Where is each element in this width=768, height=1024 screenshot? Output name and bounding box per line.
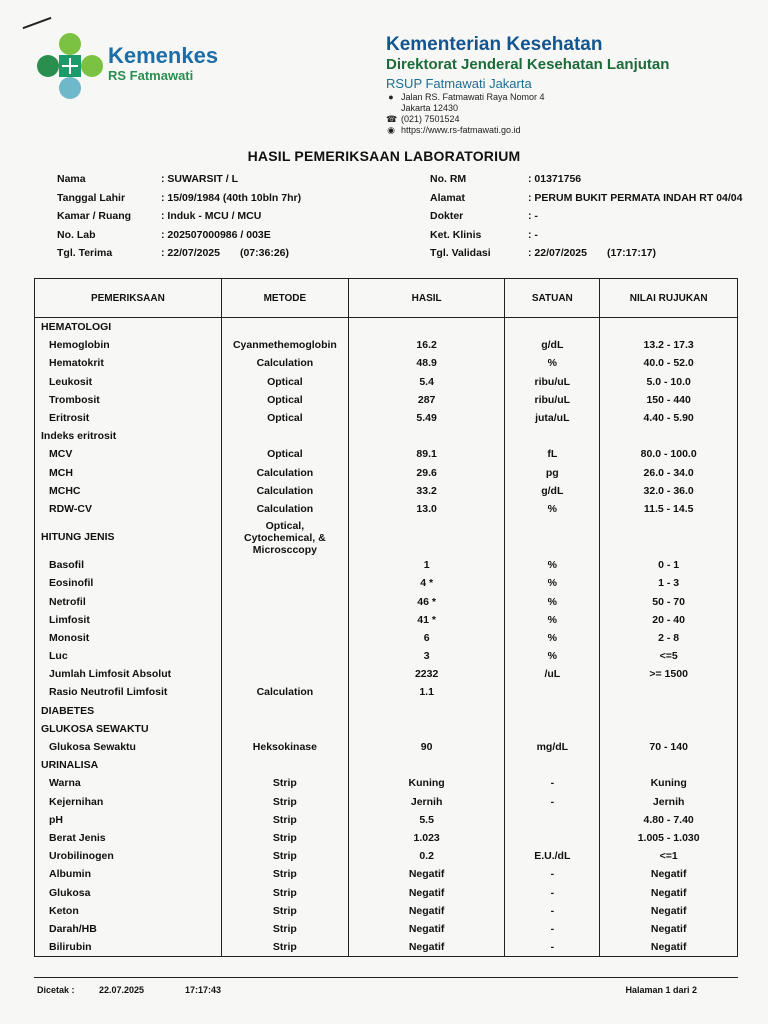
- test-unit: ribu/uL: [505, 373, 600, 391]
- test-name: Rasio Neutrofil Limfosit: [35, 683, 222, 701]
- test-reference: 80.0 - 100.0: [600, 445, 738, 463]
- address-line-2: [386, 103, 756, 114]
- table-row: [35, 829, 738, 847]
- test-name: Trombosit: [35, 391, 222, 409]
- patient-info-row: [57, 170, 411, 189]
- test-name: Darah/HB: [35, 920, 222, 938]
- test-name: HITUNG JENIS: [35, 518, 222, 556]
- test-unit: juta/uL: [505, 409, 600, 427]
- test-method: Strip: [221, 774, 348, 792]
- table-header-row: [35, 279, 738, 318]
- table-row: [35, 865, 738, 883]
- org-directorate: Direktorat Jenderal Kesehatan Lanjutan: [386, 56, 670, 73]
- patient-info-label: Nama: [57, 173, 86, 186]
- test-reference: 11.5 - 14.5: [600, 500, 738, 518]
- test-name: Hematokrit: [35, 354, 222, 372]
- test-method: Heksokinase: [221, 738, 348, 756]
- test-name: Monosit: [35, 629, 222, 647]
- patient-info-value: [161, 192, 411, 204]
- lab-results-table: [34, 278, 738, 957]
- test-method: [221, 574, 348, 592]
- test-reference: 40.0 - 52.0: [600, 354, 738, 372]
- test-unit: [505, 427, 600, 445]
- patient-info-value: [161, 210, 411, 222]
- logo-title: Kemenkes: [108, 43, 219, 68]
- test-reference: Kuning: [600, 774, 738, 792]
- test-name: Berat Jenis: [35, 829, 222, 847]
- logo-text: [108, 44, 218, 84]
- test-unit: -: [505, 774, 600, 792]
- test-unit: -: [505, 793, 600, 811]
- test-reference: 13.2 - 17.3: [600, 336, 738, 354]
- test-result: 1: [348, 556, 504, 574]
- test-result: [348, 427, 504, 445]
- test-reference: >= 1500: [600, 665, 738, 683]
- table-row: [35, 482, 738, 500]
- test-result: [348, 518, 504, 556]
- header-pemeriksaan: PEMERIKSAAN: [35, 279, 222, 318]
- test-result: 90: [348, 738, 504, 756]
- test-result: 89.1: [348, 445, 504, 463]
- institution-header: [386, 34, 756, 136]
- test-unit: g/dL: [505, 336, 600, 354]
- patient-info-time: (07:36:26): [239, 247, 289, 260]
- patient-info-label: Tgl. Validasi: [430, 247, 491, 260]
- test-result: 1.023: [348, 829, 504, 847]
- test-method: Optical, Cytochemical, & Microsccopy: [221, 518, 348, 556]
- table-row: [35, 592, 738, 610]
- table-row: [35, 629, 738, 647]
- test-unit: %: [505, 611, 600, 629]
- test-name: Luc: [35, 647, 222, 665]
- table-row: [35, 354, 738, 372]
- test-result: 287: [348, 391, 504, 409]
- test-name: RDW-CV: [35, 500, 222, 518]
- address-1: Jalan RS. Fatmawati Raya Nomor 4: [401, 92, 545, 102]
- test-unit: %: [505, 354, 600, 372]
- test-reference: 20 - 40: [600, 611, 738, 629]
- website-url: https://www.rs-fatmawati.go.id: [401, 125, 521, 135]
- test-reference: 70 - 140: [600, 738, 738, 756]
- test-name: Limfosit: [35, 611, 222, 629]
- org-title: Kementerian Kesehatan: [386, 34, 603, 55]
- test-reference: 4.40 - 5.90: [600, 409, 738, 427]
- patient-info-value: [161, 247, 411, 259]
- table-row: [35, 902, 738, 920]
- test-unit: -: [505, 883, 600, 901]
- patient-info-label: Tanggal Lahir: [57, 191, 126, 204]
- test-reference: 1.005 - 1.030: [600, 829, 738, 847]
- test-name: Eritrosit: [35, 409, 222, 427]
- website-line: [386, 125, 756, 136]
- kemenkes-emblem-icon: [34, 30, 106, 102]
- test-method: Strip: [221, 865, 348, 883]
- table-row: [35, 847, 738, 865]
- test-reference: 0 - 1: [600, 556, 738, 574]
- header-satuan: SATUAN: [505, 279, 600, 318]
- patient-info-label: Kamar / Ruang: [57, 210, 132, 223]
- patient-info-row: [57, 189, 411, 208]
- table-row: [35, 445, 738, 463]
- test-result: 33.2: [348, 482, 504, 500]
- test-name: DIABETES: [35, 702, 222, 720]
- header-nilai-rujukan: NILAI RUJUKAN: [600, 279, 738, 318]
- page-number: Halaman 1 dari 2: [625, 985, 697, 995]
- patient-info-value: [161, 229, 411, 241]
- test-name: Basofil: [35, 556, 222, 574]
- table-row: [35, 683, 738, 701]
- test-result: Negatif: [348, 938, 504, 957]
- test-method: Strip: [221, 938, 348, 957]
- test-name: Leukosit: [35, 373, 222, 391]
- test-method: [221, 427, 348, 445]
- patient-info-value-text: : SUWARSIT / L: [161, 173, 238, 186]
- patient-info-label: Alamat: [430, 191, 466, 204]
- test-reference: Jernih: [600, 793, 738, 811]
- test-unit: [505, 518, 600, 556]
- test-method: [221, 592, 348, 610]
- test-reference: [600, 318, 738, 337]
- test-unit: [505, 702, 600, 720]
- test-unit: g/dL: [505, 482, 600, 500]
- test-method: [221, 647, 348, 665]
- table-row: [35, 373, 738, 391]
- test-reference: <=1: [600, 847, 738, 865]
- test-method: [221, 629, 348, 647]
- test-method: Optical: [221, 391, 348, 409]
- test-unit: -: [505, 938, 600, 957]
- test-reference: Negatif: [600, 902, 738, 920]
- test-reference: [600, 427, 738, 445]
- test-method: Calculation: [221, 482, 348, 500]
- test-name: Eosinofil: [35, 574, 222, 592]
- patient-info-value-text: : 15/09/1984 (40th 10bln 7hr): [161, 191, 302, 204]
- test-name: Hemoglobin: [35, 336, 222, 354]
- test-unit: %: [505, 500, 600, 518]
- test-method: Calculation: [221, 464, 348, 482]
- table-row: [35, 774, 738, 792]
- table-row: [35, 464, 738, 482]
- patient-info-row: [57, 244, 411, 263]
- patient-info-right: [430, 170, 768, 263]
- test-result: 3: [348, 647, 504, 665]
- test-method: [221, 318, 348, 337]
- test-name: GLUKOSA SEWAKTU: [35, 720, 222, 738]
- test-method: Strip: [221, 793, 348, 811]
- table-row: [35, 938, 738, 957]
- test-result: 5.4: [348, 373, 504, 391]
- test-method: Strip: [221, 829, 348, 847]
- patient-info-label: Dokter: [430, 210, 464, 223]
- patient-info-value-text: : 202507000986 / 003E: [161, 228, 271, 241]
- test-unit: fL: [505, 445, 600, 463]
- test-name: Urobilinogen: [35, 847, 222, 865]
- test-reference: <=5: [600, 647, 738, 665]
- test-method: Optical: [221, 373, 348, 391]
- patient-info-value-text: : Induk - MCU / MCU: [161, 210, 262, 223]
- test-unit: ribu/uL: [505, 391, 600, 409]
- test-name: URINALISA: [35, 756, 222, 774]
- test-method: Cyanmethemoglobin: [221, 336, 348, 354]
- test-name: Glukosa: [35, 883, 222, 901]
- test-unit: [505, 318, 600, 337]
- test-unit: mg/dL: [505, 738, 600, 756]
- test-method: Optical: [221, 445, 348, 463]
- table-section-row: [35, 702, 738, 720]
- test-reference: 26.0 - 34.0: [600, 464, 738, 482]
- test-reference: Negatif: [600, 883, 738, 901]
- table-section-row: [35, 427, 738, 445]
- test-name: HEMATOLOGI: [35, 318, 222, 337]
- printed-time: 17:17:43: [185, 985, 222, 995]
- test-result: 48.9: [348, 354, 504, 372]
- logo-subtitle: RS Fatmawati: [108, 68, 194, 83]
- test-name: Keton: [35, 902, 222, 920]
- test-result: 29.6: [348, 464, 504, 482]
- phone-number: (021) 7501524: [401, 114, 460, 124]
- patient-info-value: [528, 229, 768, 241]
- table-row: [35, 811, 738, 829]
- pen-mark: [23, 17, 52, 29]
- test-reference: Negatif: [600, 938, 738, 957]
- test-unit: %: [505, 556, 600, 574]
- lab-results-body: [35, 318, 738, 957]
- patient-info-label: Tgl. Terima: [57, 247, 113, 260]
- test-result: 41 *: [348, 611, 504, 629]
- test-unit: %: [505, 592, 600, 610]
- location-pin-icon: ●: [388, 92, 394, 102]
- phone-icon: ☎: [386, 114, 398, 124]
- test-name: MCV: [35, 445, 222, 463]
- address-2: Jakarta 12430: [401, 103, 459, 113]
- test-result: 5.49: [348, 409, 504, 427]
- patient-info-value: [528, 247, 768, 259]
- test-result: 13.0: [348, 500, 504, 518]
- table-row: [35, 391, 738, 409]
- table-row: [35, 665, 738, 683]
- printed-label: Dicetak :: [37, 985, 75, 995]
- org-hospital: RSUP Fatmawati Jakarta: [386, 76, 532, 91]
- test-reference: 50 - 70: [600, 592, 738, 610]
- table-row: [35, 409, 738, 427]
- test-name: MCHC: [35, 482, 222, 500]
- test-unit: [505, 756, 600, 774]
- test-unit: -: [505, 920, 600, 938]
- patient-info-value: [528, 210, 768, 222]
- table-section-row: [35, 720, 738, 738]
- table-row: [35, 793, 738, 811]
- test-result: Negatif: [348, 883, 504, 901]
- test-method: Calculation: [221, 500, 348, 518]
- test-result: Negatif: [348, 902, 504, 920]
- test-name: Albumin: [35, 865, 222, 883]
- test-unit: -: [505, 865, 600, 883]
- test-method: [221, 702, 348, 720]
- test-reference: 4.80 - 7.40: [600, 811, 738, 829]
- patient-info-row: [430, 207, 768, 226]
- test-reference: Negatif: [600, 865, 738, 883]
- test-unit: pg: [505, 464, 600, 482]
- test-unit: -: [505, 902, 600, 920]
- patient-info-value: [528, 192, 768, 204]
- patient-info-row: [430, 226, 768, 245]
- test-method: [221, 556, 348, 574]
- patient-info-time: (17:17:17): [606, 247, 656, 260]
- test-result: [348, 318, 504, 337]
- printed-date: 22.07.2025: [99, 985, 145, 995]
- phone-line: [386, 114, 756, 125]
- test-result: [348, 756, 504, 774]
- test-result: 46 *: [348, 592, 504, 610]
- test-result: 2232: [348, 665, 504, 683]
- table-row: [35, 920, 738, 938]
- test-result: 0.2: [348, 847, 504, 865]
- test-result: 16.2: [348, 336, 504, 354]
- footer: [37, 985, 737, 995]
- patient-info-label: No. Lab: [57, 228, 96, 241]
- test-result: 5.5: [348, 811, 504, 829]
- patient-info-label: Ket. Klinis: [430, 228, 482, 241]
- patient-info-row: [430, 189, 768, 208]
- test-result: Negatif: [348, 920, 504, 938]
- test-result: Kuning: [348, 774, 504, 792]
- test-method: Calculation: [221, 683, 348, 701]
- test-result: Negatif: [348, 865, 504, 883]
- table-row: [35, 574, 738, 592]
- patient-info-value-text: : -: [528, 228, 538, 241]
- test-reference: [600, 683, 738, 701]
- test-unit: [505, 683, 600, 701]
- table-row: [35, 611, 738, 629]
- table-row: [35, 500, 738, 518]
- test-method: Strip: [221, 883, 348, 901]
- test-reference: [600, 756, 738, 774]
- test-method: Strip: [221, 847, 348, 865]
- patient-info-value: [161, 173, 411, 185]
- test-method: Optical: [221, 409, 348, 427]
- test-reference: [600, 702, 738, 720]
- test-result: [348, 702, 504, 720]
- test-result: Jernih: [348, 793, 504, 811]
- test-result: 6: [348, 629, 504, 647]
- test-method: [221, 720, 348, 738]
- test-reference: [600, 720, 738, 738]
- test-method: Strip: [221, 811, 348, 829]
- test-name: Kejernihan: [35, 793, 222, 811]
- test-reference: [600, 518, 738, 556]
- patient-info-left: [57, 170, 411, 263]
- test-reference: 1 - 3: [600, 574, 738, 592]
- address-line: [386, 92, 756, 103]
- test-reference: 2 - 8: [600, 629, 738, 647]
- test-name: Indeks eritrosit: [35, 427, 222, 445]
- globe-icon: ◉: [387, 125, 395, 135]
- table-row: [35, 738, 738, 756]
- test-method: [221, 611, 348, 629]
- test-reference: 32.0 - 36.0: [600, 482, 738, 500]
- patient-info-row: [430, 244, 768, 263]
- header-metode: METODE: [221, 279, 348, 318]
- test-reference: Negatif: [600, 920, 738, 938]
- test-unit: /uL: [505, 665, 600, 683]
- test-method: Calculation: [221, 354, 348, 372]
- footer-divider: [34, 977, 738, 978]
- header-hasil: HASIL: [348, 279, 504, 318]
- patient-info-row: [57, 226, 411, 245]
- test-name: Bilirubin: [35, 938, 222, 957]
- test-name: Glukosa Sewaktu: [35, 738, 222, 756]
- test-name: Jumlah Limfosit Absolut: [35, 665, 222, 683]
- patient-info-label: No. RM: [430, 173, 467, 186]
- patient-info-value-text: : -: [528, 210, 538, 223]
- table-row: [35, 883, 738, 901]
- test-result: [348, 720, 504, 738]
- test-unit: [505, 811, 600, 829]
- test-method: Strip: [221, 920, 348, 938]
- test-unit: [505, 829, 600, 847]
- table-row: [35, 556, 738, 574]
- test-unit: %: [505, 574, 600, 592]
- test-unit: E.U./dL: [505, 847, 600, 865]
- test-name: MCH: [35, 464, 222, 482]
- patient-info-row: [57, 207, 411, 226]
- table-section-row: [35, 518, 738, 556]
- test-reference: 150 - 440: [600, 391, 738, 409]
- test-method: [221, 665, 348, 683]
- patient-info-value: [528, 173, 768, 185]
- patient-info-row: [430, 170, 768, 189]
- test-result: 4 *: [348, 574, 504, 592]
- patient-info-value-text: : 22/07/2025: [528, 247, 587, 260]
- table-row: [35, 336, 738, 354]
- test-method: [221, 756, 348, 774]
- test-unit: [505, 720, 600, 738]
- test-method: Strip: [221, 902, 348, 920]
- test-unit: %: [505, 629, 600, 647]
- test-result: 1.1: [348, 683, 504, 701]
- table-row: [35, 647, 738, 665]
- document-title: HASIL PEMERIKSAAN LABORATORIUM: [247, 148, 521, 164]
- table-section-row: [35, 756, 738, 774]
- patient-info-value-text: : 01371756: [528, 173, 582, 186]
- test-reference: 5.0 - 10.0: [600, 373, 738, 391]
- test-unit: %: [505, 647, 600, 665]
- test-name: Warna: [35, 774, 222, 792]
- patient-info-value-text: : PERUM BUKIT PERMATA INDAH RT 04/04: [528, 191, 743, 204]
- table-section-row: [35, 318, 738, 337]
- test-name: Netrofil: [35, 592, 222, 610]
- test-name: pH: [35, 811, 222, 829]
- patient-info-value-text: : 22/07/2025: [161, 247, 220, 260]
